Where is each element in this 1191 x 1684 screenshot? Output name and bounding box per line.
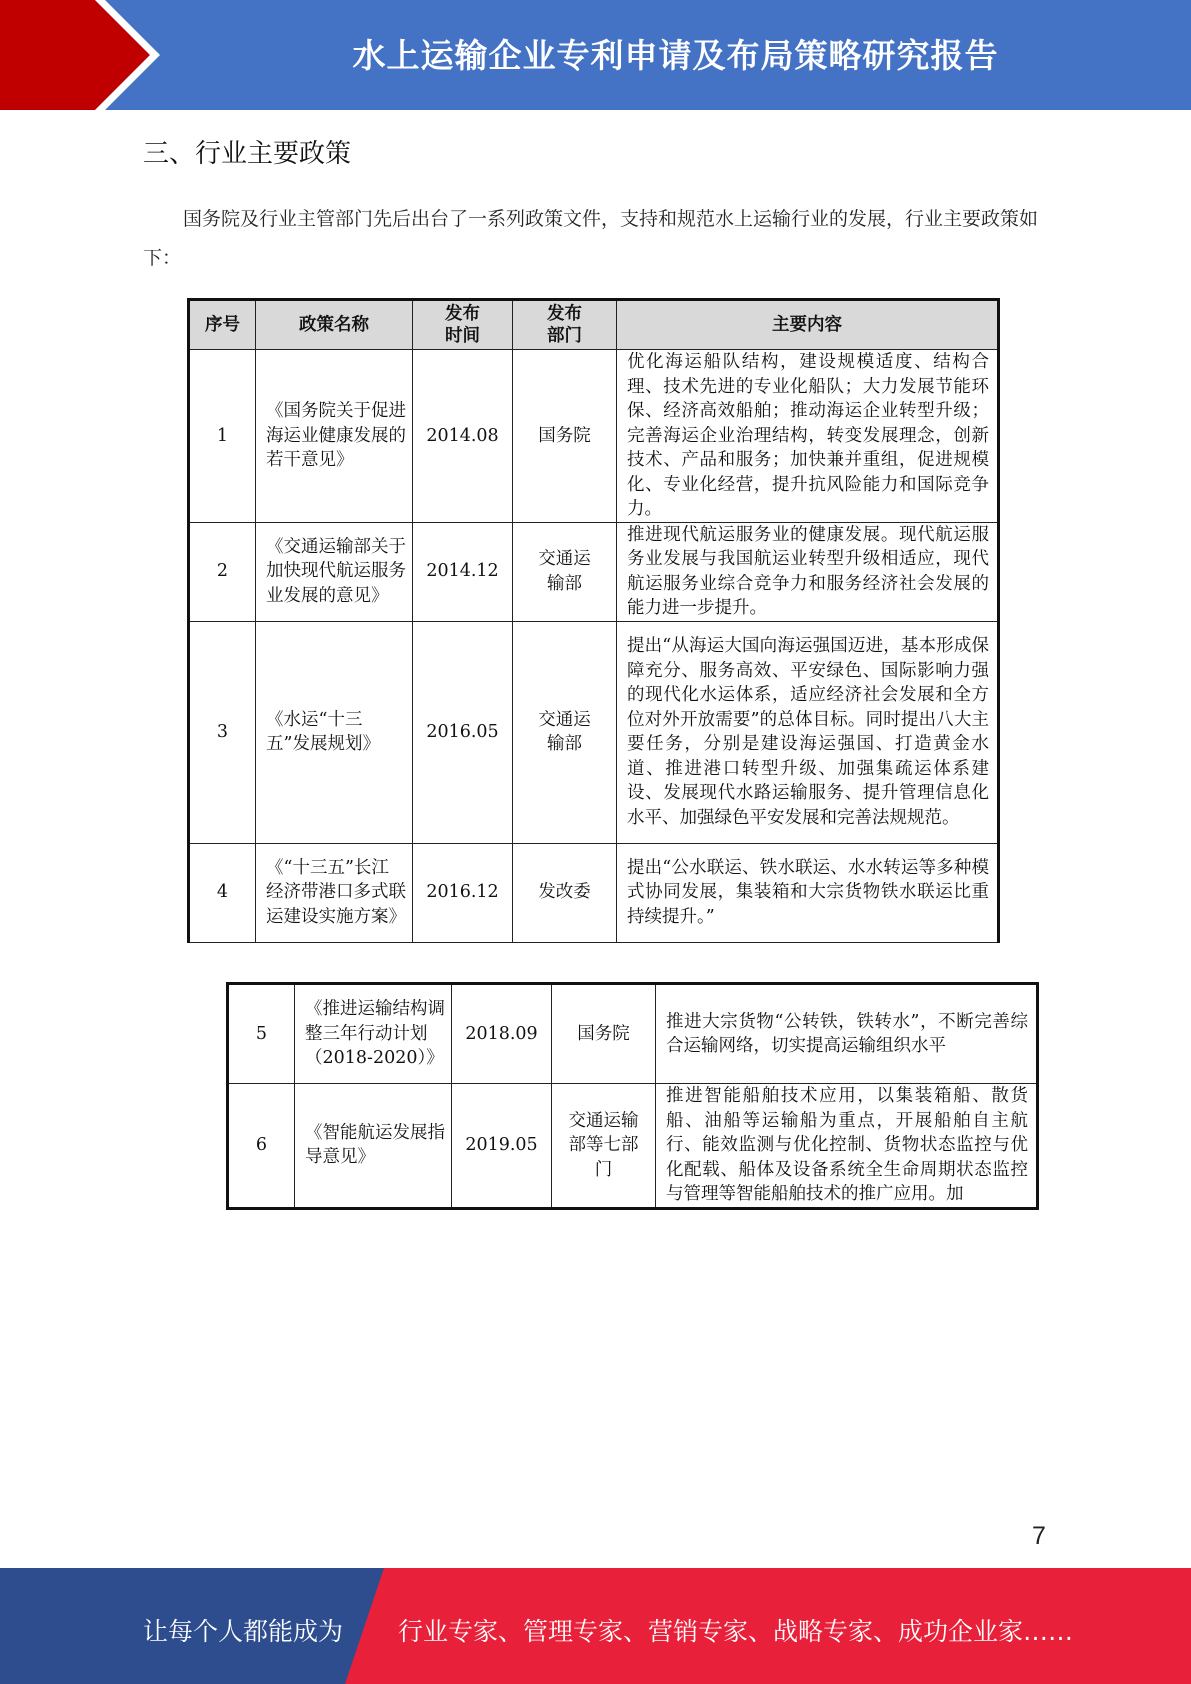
row-date: 2014.12 xyxy=(413,522,513,621)
row-date: 2019.05 xyxy=(452,1084,552,1209)
footer-slogan-left: 让每个人都能成为 xyxy=(143,1617,344,1646)
table-row xyxy=(189,843,999,942)
header-dept-label: 发布 部门 xyxy=(547,304,582,346)
row-dept: 交通运输部等七部门 xyxy=(552,1084,656,1209)
row-policy-name: 《推进运输结构调整三年行动计划（2018-2020）》 xyxy=(295,984,452,1084)
header-no: 序号 xyxy=(189,300,256,350)
row-policy-name: 《国务院关于促进海运业健康发展的若干意见》 xyxy=(256,350,413,523)
row-dept: 发改委 xyxy=(513,843,617,942)
row-dept: 国务院 xyxy=(552,984,656,1084)
table-row xyxy=(189,621,999,843)
row-no: 5 xyxy=(228,984,295,1084)
row-policy-name: 《智能航运发展指导意见》 xyxy=(295,1084,452,1209)
intro-paragraph: 国务院及行业主管部门先后出台了一系列政策文件，支持和规范水上运输行业的发展，行业主要政策如下： xyxy=(143,208,1039,269)
page-header xyxy=(0,0,1191,110)
policy-table-continued xyxy=(226,982,1039,1210)
policy-table xyxy=(187,298,1000,943)
row-content: 提出“公水联运、铁水联运、水水转运等多种模式协同发展，集装箱和大宗货物铁水联运比重持续提升。” xyxy=(617,843,999,942)
row-dept: 国务院 xyxy=(513,350,617,523)
header-dept xyxy=(513,300,617,350)
report-title: 水上运输企业专利申请及布局策略研究报告 xyxy=(352,36,999,75)
footer-slogan-right: 行业专家、管理专家、营销专家、战略专家、成功企业家…… xyxy=(398,1617,1074,1646)
table-row xyxy=(189,522,999,621)
row-content: 推进大宗货物“公转铁，铁转水”，不断完善综合运输网络，切实提高运输组织水平 xyxy=(656,984,1038,1084)
row-content: 提出“从海运大国向海运强国迈进，基本形成保障充分、服务高效、平安绿色、国际影响力强的现代化水运体系，适应经济社会发展和全方位对外开放需要”的总体目标。同时提出八大主要任务，分别是建设海运强国、打造黄金水道、推进港口转型升级、加强集疏运体系建设、发展现代水路运输服务、提升管理信息化水平、加强绿色平安发展和完善法规规范。 xyxy=(617,621,999,843)
row-no: 4 xyxy=(189,843,256,942)
table-row xyxy=(228,984,1038,1084)
header-name: 政策名称 xyxy=(256,300,413,350)
header-date-label: 发布 时间 xyxy=(445,304,480,346)
row-no: 1 xyxy=(189,350,256,523)
row-content: 推进现代航运服务业的健康发展。现代航运服务业发展与我国航运业转型升级相适应，现代航运服务业综合竞争力和服务经济社会发展的能力进一步提升。 xyxy=(617,522,999,621)
row-dept: 交通运输部 xyxy=(513,621,617,843)
row-no: 3 xyxy=(189,621,256,843)
row-date: 2014.08 xyxy=(413,350,513,523)
table-row xyxy=(228,1084,1038,1209)
table-row xyxy=(189,350,999,523)
row-no: 6 xyxy=(228,1084,295,1209)
header-date xyxy=(413,300,513,350)
row-date: 2016.05 xyxy=(413,621,513,843)
row-content: 优化海运船队结构，建设规模适度、结构合理、技术先进的专业化船队；大力发展节能环保、经济高效船舶；推动海运企业转型升级；完善海运企业治理结构，转变发展理念，创新技术、产品和服务；加快兼并重组，促进规模化、专业化经营，提升抗风险能力和国际竞争力。 xyxy=(617,350,999,523)
page-footer xyxy=(0,1568,1191,1684)
table-header-row xyxy=(189,300,999,350)
row-date: 2016.12 xyxy=(413,843,513,942)
row-policy-name: 《“十三五”长江经济带港口多式联运建设实施方案》 xyxy=(256,843,413,942)
section-title: 三、行业主要政策 xyxy=(143,139,352,169)
row-date: 2018.09 xyxy=(452,984,552,1084)
header-content: 主要内容 xyxy=(617,300,999,350)
row-no: 2 xyxy=(189,522,256,621)
page-number: 7 xyxy=(1032,1522,1046,1550)
row-dept: 交通运输部 xyxy=(513,522,617,621)
row-policy-name: 《水运“十三五”发展规划》 xyxy=(256,621,413,843)
row-policy-name: 《交通运输部关于加快现代航运服务业发展的意见》 xyxy=(256,522,413,621)
row-content: 推进智能船舶技术应用，以集装箱船、散货船、油船等运输船为重点，开展船舶自主航行、能效监测与优化控制、货物状态监控与优化配载、船体及设备系统全生命周期状态监控与管理等智能船舶技术的推广应用。加 xyxy=(656,1084,1038,1209)
